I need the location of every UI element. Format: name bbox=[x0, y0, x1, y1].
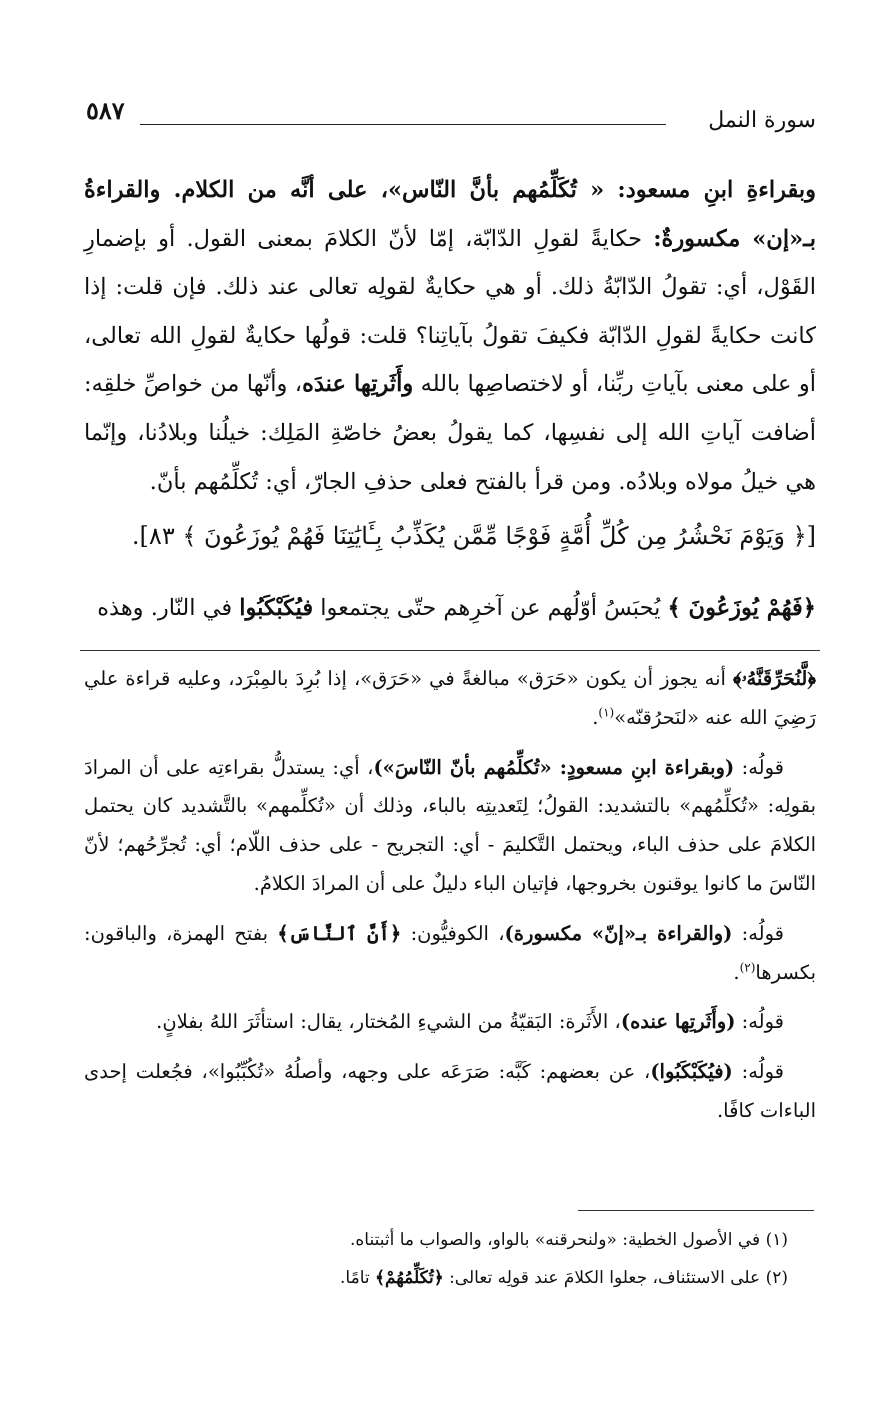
running-header bbox=[86, 96, 816, 142]
commentary-main-text bbox=[84, 166, 816, 506]
note-text: ، أي: يستدلُّ بقراءتِه على أن المرادَ بقولِه: «تُكلِّمُهم» بالتشديد: القولُ؛ لِتَعديتِه بالباء، وذلك أن «تُكلِّمهم» بالتَّشديد كان يحتمل الكلامَ على حذف الباء، ويحتمل التَّكليمَ - أي: التجريح - على حذف اللّام؛ أي: تُجرِّحُهم؛ لأنّ النّاسَ ما كانوا يوقنون بخروجها، فإتيان الباء دليلٌ على أن المرادَ الكلامُ. bbox=[84, 755, 816, 895]
note-quote: (فيُكَبْكَبُوا) bbox=[650, 1060, 733, 1084]
note-paragraph bbox=[84, 660, 816, 738]
surah-name: سورة النمل bbox=[708, 108, 816, 133]
verse-quote: ﴿فَهُمْ يُوزَعُونَ ﴾ bbox=[667, 595, 816, 621]
commentary-paragraph bbox=[84, 166, 816, 506]
bold-phrase: « تُكَلِّمُهم بأنَّ النّاس»، على أنَّه من الكلام. bbox=[160, 177, 618, 203]
bold-phrase: وأَثَرتِها عندَه bbox=[302, 371, 414, 398]
note-label: قولُه: bbox=[732, 921, 785, 945]
note-text: ، الأَثَرة: البَقيّةُ من الشيءِ المُختار، يقال: استأثَرَ اللهُ بفلانٍ. bbox=[156, 1010, 621, 1034]
section-divider bbox=[80, 650, 820, 651]
note-label: قولُه: bbox=[735, 1010, 784, 1034]
footnote-divider bbox=[578, 1210, 814, 1211]
bold-phrase: وبقراءةِ ابنِ مسعود: bbox=[617, 177, 816, 203]
note-text: ، عن بعضهم: كَبَّه: صَرَعَه على وجهه، وأصلُهُ «تُكُبِّبُوا»، فجُعلت إحدى الباءات كافًا. bbox=[84, 1060, 816, 1122]
note-text: . bbox=[592, 705, 599, 729]
footnotes bbox=[84, 1222, 816, 1298]
note-text: ، الكوفيُّون: bbox=[401, 921, 505, 945]
note-text: أنه يجوز أن يكون «حَرَق» مبالغةً في «حَرَق»، إذا بُرِدَ بالمِبْرَد، وعليه قراءة علي رَضِيَ الله عنه «لنَحرُقنّه» bbox=[84, 667, 816, 729]
note-label: قولُه: bbox=[732, 1060, 784, 1084]
note-text: بفتح الهمزة، والباقون: بكسرها bbox=[84, 921, 816, 984]
verse-quote: ﴿تُكَلِّمُهُمْ﴾ bbox=[375, 1268, 444, 1288]
note-paragraph bbox=[84, 1053, 816, 1131]
verse-quote: ﴿لَّنُحَرِّقَنَّهُۥ﴾ bbox=[733, 667, 816, 690]
footnote-ref: (١) bbox=[598, 705, 615, 720]
note-quote: (وأَثَرتِها عنده) bbox=[620, 1010, 736, 1034]
note-quote: (وبقراءة ابنِ مسعودٍ: «تُكلِّمُهم بأنّ النّاسَ») bbox=[373, 755, 735, 779]
footnote-text: تامًا. bbox=[340, 1268, 376, 1288]
verse-commentary bbox=[84, 585, 816, 631]
header-rule bbox=[140, 124, 666, 125]
note-paragraph bbox=[84, 915, 816, 993]
footnote-text: (٢) على الاستئناف، جعلوا الكلامَ عند قولِه تعالى: bbox=[443, 1268, 788, 1288]
note-label: قولُه: bbox=[734, 755, 784, 779]
footnote-ref: (٢) bbox=[739, 960, 756, 975]
footnote: (١) في الأصول الخطية: «ولنحرقنه» بالواو، والصواب ما أثبتناه. bbox=[349, 1230, 788, 1250]
bold-phrase: والقراءةُ بـ«إن» مكسورةٌ: bbox=[84, 177, 816, 252]
note-text: . bbox=[733, 960, 740, 984]
commentary-text: في النّار. وهذه bbox=[97, 595, 240, 621]
marginal-notes bbox=[84, 660, 816, 1142]
note-paragraph bbox=[84, 1003, 816, 1042]
footnote bbox=[84, 1260, 816, 1296]
note-paragraph bbox=[84, 749, 816, 904]
quran-verse: [﴿ وَيَوْمَ نَحْشُرُ مِن كُلِّ أُمَّةٍ فَوْجًا مِّمَّن يُكَذِّبُ بِـَٔايَٰتِنَا فَهُمْ يُوزَعُونَ ﴾ ٨٣]. bbox=[131, 522, 816, 550]
bold-phrase: فيُكَبْكَبُوا bbox=[239, 595, 314, 621]
commentary-text: يُحبَسُ أوّلُهم عن آخرِهم حتّى يجتمعوا bbox=[313, 595, 668, 621]
page-number: ٥٨٧ bbox=[86, 96, 125, 125]
commentary-text: حكايةً لقولِ الدّابّة، إمّا لأنّ الكلامَ بمعنى القول. أو بإضمارِ القَوْل، أي: تقولُ الدّابّةُ ذلك. أو هي حكايةٌ لقولِه تعالى عند ذلك. فإن قلت: إذا كانت حكايةً لقولِ الدّابّة فكيفَ تقولُ بآياتِنا؟ قلت: قولُها حكايةٌ لقولِ الله تعالى، أو على معنى بآياتِ ربِّنا، أو لاختصاصِها بالله bbox=[84, 225, 816, 398]
verse-quote: ﴿أَنَّ ٱلنَّاسَ﴾ bbox=[277, 921, 402, 945]
note-quote: (والقراءة بـ«إنّ» مكسورة) bbox=[504, 921, 733, 945]
commentary-text: ، وأنّها من خواصِّ خلقِه: أضافت آياتِ الله إلى نفسِها، كما يقولُ بعضُ خاصّةِ المَلِك: خيلُنا وبلادُنا، وإنّما هي خيلُ مولاه وبلادُه. ومن قرأ بالفتح فعلى حذفِ الجارّ، أي: تُكلِّمُهم بأنّ. bbox=[84, 371, 816, 495]
